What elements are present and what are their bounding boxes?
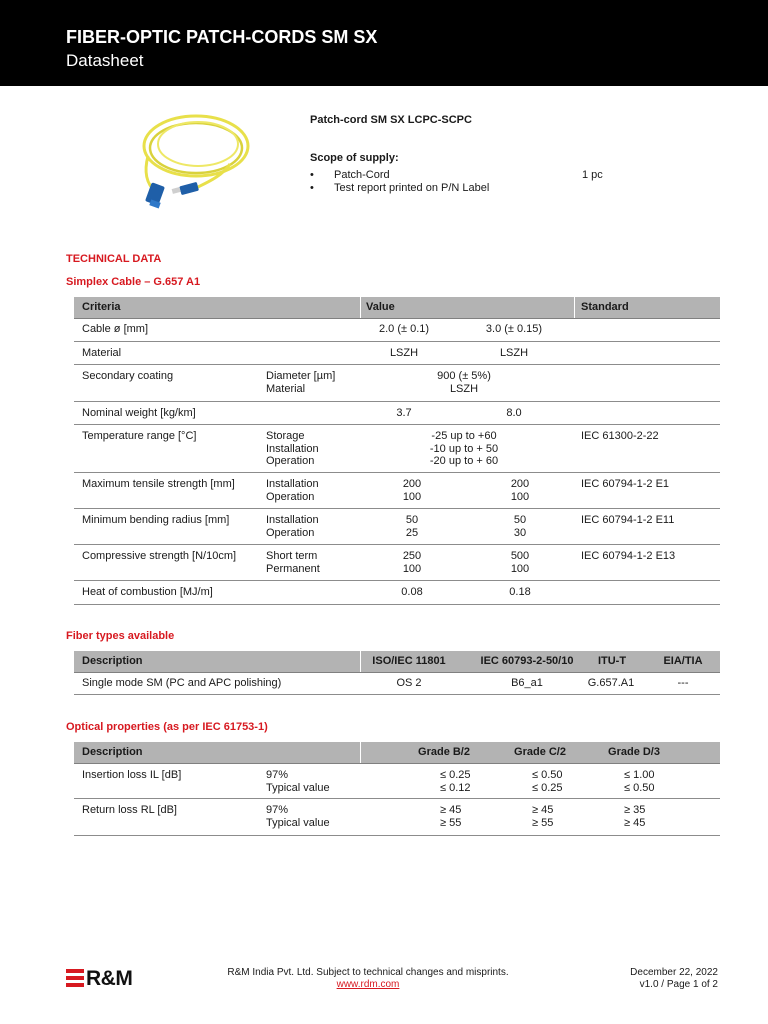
col-grade-c: Grade C/2	[514, 746, 566, 758]
document-subtitle: Datasheet	[66, 51, 144, 70]
row-value-2: 200 100	[510, 478, 530, 503]
row-sub: Installation Operation	[266, 514, 319, 539]
row-criteria: Compressive strength [N/10cm]	[82, 550, 237, 562]
row-grade-b: ≤ 0.25 ≤ 0.12	[440, 769, 471, 794]
row-criteria: Temperature range [°C]	[82, 430, 197, 442]
row-grade-c: ≤ 0.50 ≤ 0.25	[532, 769, 563, 794]
optical-properties-table	[74, 742, 720, 837]
row-criteria: Material	[82, 347, 122, 359]
optical-properties-heading: Optical properties (as per IEC 61753-1)	[66, 721, 268, 733]
table-row	[74, 319, 720, 342]
row-value-1: 2.0 (± 0.1)	[378, 323, 430, 335]
row-sub: Short term Permanent	[266, 550, 320, 575]
brand-logo	[66, 967, 142, 989]
col-standard: Standard	[581, 301, 629, 313]
row-criteria: Secondary coating	[82, 370, 174, 382]
row-value-1: 200 100	[402, 478, 422, 503]
technical-data-table	[74, 297, 720, 605]
header-band	[0, 0, 768, 86]
table-row	[74, 402, 720, 425]
table-row	[74, 581, 720, 605]
row-iso: OS 2	[396, 677, 422, 689]
row-standard: IEC 61300-2-22	[581, 430, 659, 442]
col-iso: ISO/IEC 11801	[372, 655, 446, 667]
fiber-types-table	[74, 651, 720, 695]
col-description: Description	[82, 655, 143, 667]
col-grade-b: Grade B/2	[418, 746, 470, 758]
row-grade-c: ≥ 45 ≥ 55	[532, 804, 554, 829]
row-iec: B6_a1	[511, 677, 543, 689]
col-value: Value	[366, 301, 395, 313]
row-value-1: 50 25	[405, 514, 419, 539]
col-criteria: Criteria	[82, 301, 121, 313]
row-itu: G.657.A1	[587, 677, 635, 689]
row-value-1: LSZH	[389, 347, 419, 359]
product-name: Patch-cord SM SX LCPC-SCPC	[310, 114, 472, 126]
technical-data-heading: TECHNICAL DATA	[66, 253, 162, 265]
col-description: Description	[82, 746, 143, 758]
row-value-merged: -25 up to +60 -10 up to + 50 -20 up to + 60	[429, 430, 499, 467]
table-row	[74, 425, 720, 473]
table-row	[74, 509, 720, 545]
table-row	[74, 473, 720, 509]
row-sub: 97% Typical value	[266, 769, 330, 794]
brand-name: R&M	[86, 967, 133, 990]
row-sub: Installation Operation	[266, 478, 319, 503]
scope-title: Scope of supply:	[310, 152, 399, 164]
row-criteria: Heat of combustion [MJ/m]	[82, 586, 213, 598]
table-header	[74, 742, 720, 764]
row-value-2: 8.0	[506, 407, 522, 419]
row-standard: IEC 60794-1-2 E11	[581, 514, 675, 526]
row-value-1: 3.7	[396, 407, 412, 419]
row-standard: IEC 60794-1-2 E13	[581, 550, 676, 562]
logo-bars-icon	[66, 969, 84, 988]
simplex-cable-heading: Simplex Cable – G.657 A1	[66, 276, 201, 288]
row-grade-d: ≥ 35 ≥ 45	[624, 804, 646, 829]
col-itu: ITU-T	[597, 655, 627, 667]
row-value-2: LSZH	[499, 347, 529, 359]
row-grade-d: ≤ 1.00 ≤ 0.50	[624, 769, 655, 794]
row-value-2: 500 100	[510, 550, 530, 575]
scope-item-text: Patch-Cord	[334, 169, 390, 181]
row-grade-b: ≥ 45 ≥ 55	[440, 804, 462, 829]
row-value-1: 250 100	[402, 550, 422, 575]
row-standard: IEC 60794-1-2 E1	[581, 478, 670, 490]
table-row	[74, 365, 720, 402]
row-sub: Storage Installation Operation	[266, 430, 319, 467]
row-criteria: Minimum bending radius [mm]	[82, 514, 230, 526]
fiber-types-heading: Fiber types available	[66, 630, 175, 642]
col-eia: EIA/TIA	[663, 655, 703, 667]
row-value-2: 50 30	[513, 514, 527, 539]
footer-version: v1.0 / Page 1 of 2	[639, 979, 718, 990]
table-row	[74, 673, 720, 695]
col-iec: IEC 60793-2-50/10	[480, 655, 574, 667]
row-sub: Diameter [µm] Material	[266, 370, 336, 395]
row-value-merged: 900 (± 5%) LSZH	[437, 370, 491, 395]
table-header	[74, 297, 720, 319]
bullet-icon: •	[310, 169, 314, 181]
row-criteria: Nominal weight [kg/km]	[82, 407, 196, 419]
row-value-1: 0.08	[401, 586, 423, 598]
row-eia: ---	[677, 677, 689, 689]
col-grade-d: Grade D/3	[608, 746, 660, 758]
scope-item-text: Test report printed on P/N Label	[334, 182, 490, 194]
footer-date: December 22, 2022	[630, 967, 718, 978]
row-description: Return loss RL [dB]	[82, 804, 177, 816]
row-sub: 97% Typical value	[266, 804, 330, 829]
document-title: FIBER-OPTIC PATCH-CORDS SM SX	[66, 27, 378, 47]
table-row	[74, 799, 720, 836]
footer-company-line: R&M India Pvt. Ltd. Subject to technical changes and misprints.	[227, 967, 509, 978]
website-link[interactable]: www.rdm.com	[336, 979, 400, 990]
table-row	[74, 545, 720, 581]
row-value-2: 0.18	[509, 586, 531, 598]
row-criteria: Maximum tensile strength [mm]	[82, 478, 235, 490]
row-value-2: 3.0 (± 0.15)	[485, 323, 543, 335]
table-header	[74, 651, 720, 673]
table-row	[74, 764, 720, 799]
row-criteria: Cable ø [mm]	[82, 323, 149, 335]
footer-company	[200, 967, 536, 991]
bullet-icon: •	[310, 182, 314, 194]
row-description: Insertion loss IL [dB]	[82, 769, 182, 781]
table-row	[74, 342, 720, 365]
scope-item-qty: 1 pc	[582, 169, 603, 181]
row-description: Single mode SM (PC and APC polishing)	[82, 677, 282, 689]
footer-meta	[560, 967, 718, 991]
patch-cord-image	[126, 106, 252, 210]
